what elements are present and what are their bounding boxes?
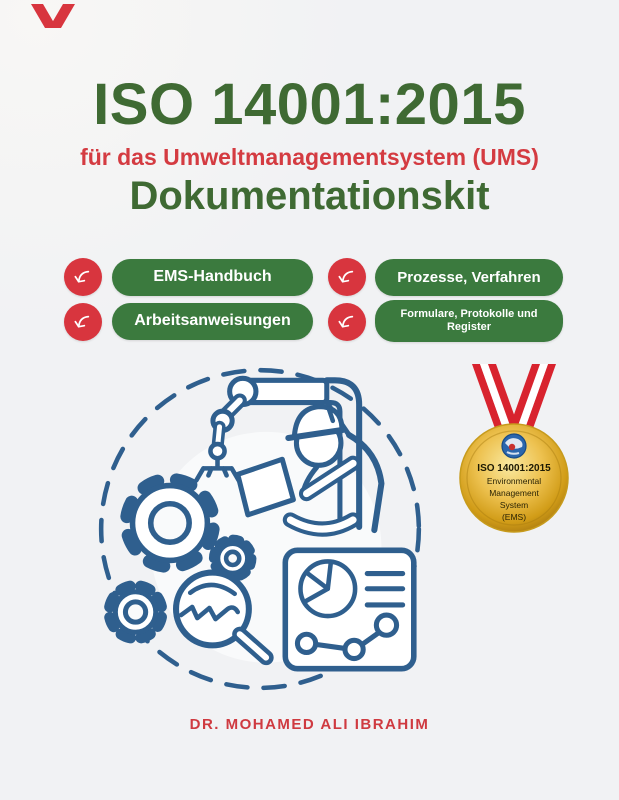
feature-check-2: [328, 258, 366, 296]
feature-label: Arbeitsanweisungen: [134, 312, 291, 330]
medal-line: (EMS): [501, 512, 527, 522]
globe-icon: [502, 434, 526, 458]
feature-label: Prozesse, Verfahren: [397, 268, 541, 286]
main-title: ISO 14001:2015: [93, 72, 526, 137]
feature-label: EMS-Handbuch: [153, 268, 272, 286]
curved-down-arrow-icon: [71, 265, 95, 289]
award-medal-icon: [452, 364, 576, 536]
curved-down-arrow-icon: [335, 265, 359, 289]
feature-pill-prozesse: [375, 259, 563, 296]
feature-check-1: [64, 258, 102, 296]
analytics-panel-icon: [285, 550, 413, 668]
medal-line: Management: [489, 488, 539, 498]
medal-line: System: [499, 500, 529, 510]
medal-title: ISO 14001:2015: [477, 463, 551, 474]
feature-pill-formulare: [375, 300, 563, 342]
corner-ribbon-icon: [30, 4, 76, 30]
subtitle: für das Umweltmanagementsystem (UMS): [80, 144, 539, 170]
feature-pill-ems-handbuch: [112, 259, 313, 296]
author-name: DR. MOHAMED ALI IBRAHIM: [189, 716, 430, 733]
industrial-illustration: [88, 358, 432, 692]
feature-check-4: [328, 303, 366, 341]
feature-check-3: [64, 303, 102, 341]
curved-down-arrow-icon: [335, 310, 359, 334]
medal-line: Environmental: [486, 476, 542, 486]
kit-title: Dokumentationskit: [129, 174, 490, 218]
feature-label: Formulare, Protokolle und Register: [400, 308, 538, 333]
curved-down-arrow-icon: [71, 310, 95, 334]
feature-pill-arbeitsanweisungen: [112, 303, 313, 340]
gear-small-icon: [105, 581, 167, 643]
